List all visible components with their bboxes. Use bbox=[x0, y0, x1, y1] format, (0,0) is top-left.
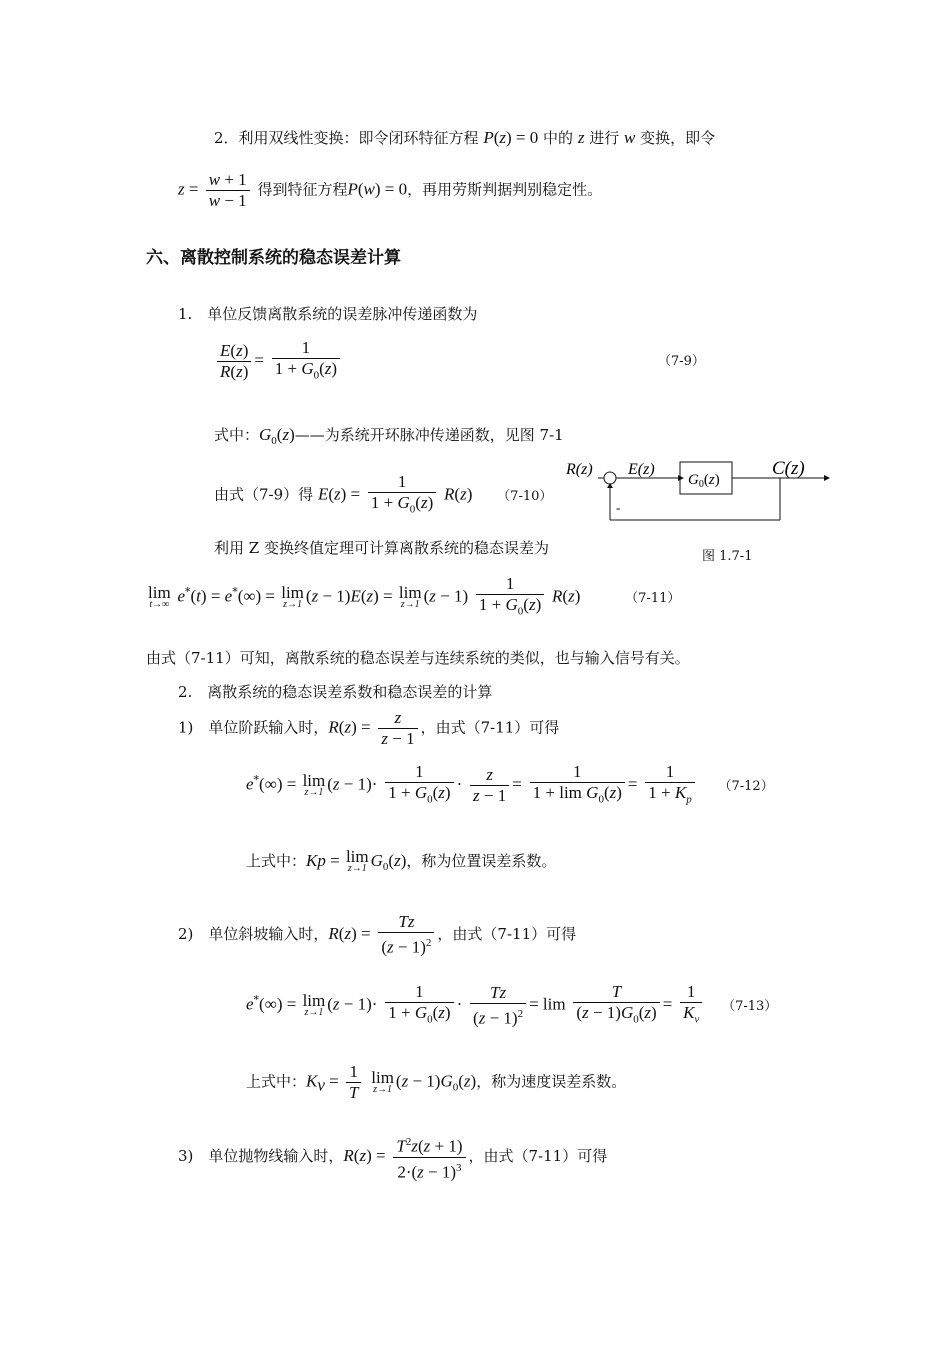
bilinear-mid: 中的 bbox=[543, 129, 574, 147]
parabola-input-line: 3) 单位抛物线输入时，R(z) = $\frac{T^2z(z + 1)}{2\cdot(z - 1)^3}$ ，由式（7-11）可得 bbox=[178, 1132, 607, 1182]
equation-7-12: e*(∞) = lim z→1 (z − 1)· $\frac{1}{1 + G_0(z)}$ · $\frac{z}{z - 1}$ = $\frac{1}{1 + \lim G_0(z)}$ = $\frac{1}{1 + K_p}$ （7-12） bbox=[246, 762, 774, 806]
conclusion-text: 由式（7-11）可知，离散系统的稳态误差与连续系统的类似，也与输入信号有关。 bbox=[146, 649, 690, 667]
item-1: 1. 单位反馈离散系统的误差脉冲传递函数为 bbox=[178, 305, 478, 323]
step-input-line: 1) 单位阶跃输入时，R(z) = $\frac{z}{z - 1}$ ，由式（7-11）可得 bbox=[178, 708, 560, 748]
parabola-end: ，由式（7-11）可得 bbox=[468, 1147, 608, 1166]
kp-label: 上式中： bbox=[246, 852, 307, 870]
paragraph-bilinear-2: z = $\frac{w + 1}{w - 1}$ 得到特征方程P(w) = 0，再用劳斯判据判别稳定性。 bbox=[178, 170, 603, 210]
section-heading: 六、离散控制系统的稳态误差计算 bbox=[146, 248, 401, 268]
item-2: 2. 离散系统的稳态误差系数和稳态误差的计算 bbox=[178, 683, 493, 701]
where-desc: ——为系统开环脉冲传递函数，见图 7-1 bbox=[294, 426, 564, 444]
figure-caption: 图 1.7-1 bbox=[702, 549, 753, 564]
ramp-end: ，由式（7-11）可得 bbox=[437, 924, 577, 943]
bilinear-end: 变换，即令 bbox=[640, 129, 716, 147]
equation-7-10: 由式（7-9）得 E(z) = $\frac{1}{1 + G_0(z)}$ R(z) （7-10） bbox=[214, 472, 553, 516]
bilinear-mid2: 进行 bbox=[589, 129, 620, 147]
paragraph-bilinear: 2．利用双线性变换：即令闭环特征方程 P(z) = 0 中的 z 进行 w 变换，即令 bbox=[214, 128, 716, 147]
kv-label: 上式中： bbox=[246, 1072, 307, 1091]
ramp-input-line: 2) 单位斜坡输入时，R(z) = $\frac{Tz}{(z - 1)^2}$ ，由式（7-11）可得 bbox=[178, 912, 577, 957]
where-line: 式中：$G_0(z)——$为系统开环脉冲传递函数，见图 7-1 bbox=[214, 425, 564, 447]
kp-line: 上式中：Kp = lim z→1 $G_0(z)$，称为位置误差系数。 bbox=[246, 847, 557, 874]
where-label: 式中： bbox=[214, 426, 260, 444]
diagram-minus: - bbox=[616, 500, 621, 515]
diagram-c-label: C(z) bbox=[772, 458, 805, 479]
kv-end: ，称为速度误差系数。 bbox=[476, 1072, 627, 1091]
fraction-w: $\frac{w + 1}{w - 1}$ bbox=[206, 170, 250, 211]
eq-number-7-12: （7-12） bbox=[718, 778, 774, 794]
step-end: ，由式（7-11）可得 bbox=[420, 718, 560, 737]
summing-junction bbox=[604, 472, 616, 484]
equation-7-11: lim t→∞ e*(t) = e*(∞) = lim z→1 (z − 1)E(z) = lim z→1 (z − 1) $\frac{1}{1 + G_0(z)}$ R(z) （7-11） bbox=[148, 574, 681, 618]
from-label: 由式（7-9）得 bbox=[214, 485, 314, 504]
bilinear-2-end: ，再用劳斯判据判别稳定性。 bbox=[407, 180, 603, 199]
kv-line: 上式中：$K_v$ = $\frac{1}{T}$ lim z→1 $(z - 1)G_0(z)$，称为速度误差系数。 bbox=[246, 1062, 627, 1102]
eq-number-7-11: （7-11） bbox=[625, 590, 681, 606]
eq-number-7-10: （7-10） bbox=[497, 488, 553, 504]
bilinear-2-text: 得到特征方程 bbox=[257, 180, 348, 199]
diagram-e-label: E(z) bbox=[628, 461, 655, 478]
final-value-text: 利用 Z 变换终值定理可计算离散系统的稳态误差为 bbox=[214, 539, 549, 557]
equation-7-9: $\frac{E(z)}{R(z)}$ = $\frac{1}{1 + G_0(z)}$ bbox=[214, 338, 343, 385]
equation-7-13: e*(∞) = lim z→1 (z − 1)· $\frac{1}{1 + G_0(z)}$ · $\frac{Tz}{(z - 1)^2}$ = lim $\frac{T}{(z - 1)G_0(z)}$ = $\frac{1}{K_v}$ （7-13） bbox=[246, 982, 778, 1028]
eq-number-7-13: （7-13） bbox=[722, 998, 778, 1014]
kp-end: ，称为位置误差系数。 bbox=[406, 852, 557, 870]
diagram-r-label: R(z) bbox=[566, 461, 593, 478]
bilinear-text: 2．利用双线性变换：即令闭环特征方程 bbox=[214, 129, 479, 147]
ramp-label: 2) 单位斜坡输入时， bbox=[178, 924, 329, 943]
diagram-g-label: $G_0(z)$ bbox=[688, 472, 720, 490]
step-label: 1) 单位阶跃输入时， bbox=[178, 718, 329, 737]
eq-number-7-9: （7-9） bbox=[658, 354, 705, 369]
parabola-label: 3) 单位抛物线输入时， bbox=[178, 1147, 344, 1166]
math-pz: P bbox=[483, 128, 494, 147]
block-diagram bbox=[560, 454, 840, 526]
